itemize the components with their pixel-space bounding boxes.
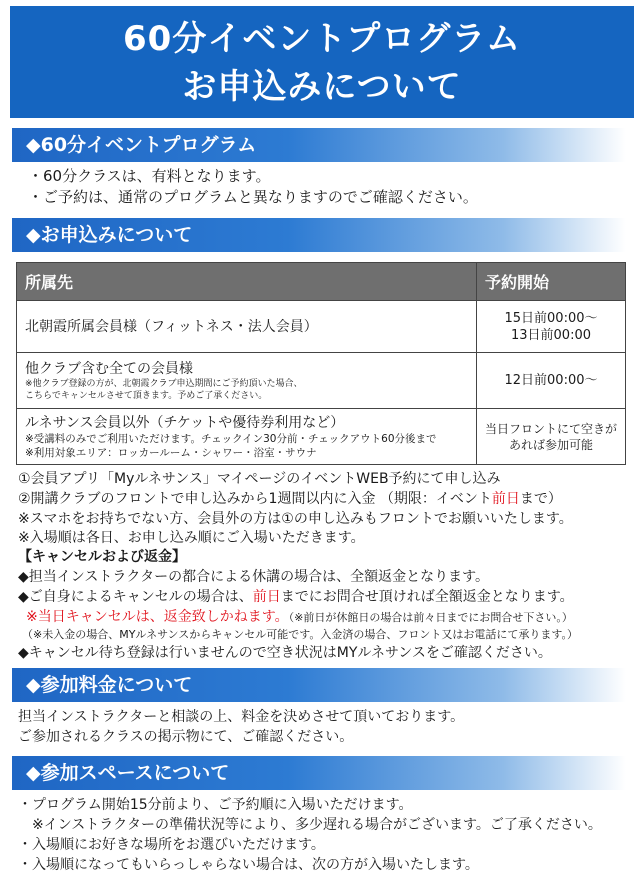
space-text-2: ※インストラクターの準備状況等により、多少遅れる場合がございます。ご了承ください。	[32, 817, 602, 833]
apply-note-3: ※スマホをお持ちでない方、会員外の方は①の申し込みもフロントでお願いいたします。	[18, 511, 573, 527]
table-header-row	[17, 263, 626, 301]
cancel-note-2-text: ◆ご自身によるキャンセルの場合は、	[18, 589, 253, 605]
fee-text-1: 担当インストラクターと相談の上、料金を決めさせて頂いております。	[18, 709, 465, 725]
row-start: 15日前00:00～	[504, 310, 598, 326]
cancel-note-3-red: ※当日キャンセルは、返金致しかねます。	[26, 609, 289, 625]
apply-note-2-end: まで）	[519, 491, 562, 507]
cancel-note-3-sub: （※前日が休館日の場合は前々日までにお問合せ下さい。）	[288, 611, 573, 624]
cancel-note-5: ◆キャンセル待ち登録は行いませんので空き状況はMYルネサンスをご確認ください。	[18, 645, 552, 661]
cancel-note-1: ◆担当インストラクターの都合による休講の場合は、全額返金となります。	[18, 569, 489, 585]
table-row	[17, 301, 626, 353]
schedule-table	[16, 262, 626, 465]
fee-text-2: ご参加されるクラスの掲示物にて、ご確認ください。	[18, 729, 354, 745]
row-label: 北朝霞所属会員様（フィットネス・法人会員）	[25, 318, 318, 335]
title-line-2: お申込みについて	[182, 67, 462, 107]
row-label: 他クラブ含む全ての会員様	[25, 360, 193, 377]
row-note: こちらでキャンセルさせて頂きます。予めご了承ください。	[25, 390, 268, 401]
col-affiliation: 所属先	[17, 263, 477, 301]
cancel-note-4: （※未入金の場合、MYルネサンスからキャンセル可能です。入金済の場合、フロント又はお電話にて承ります。）	[22, 628, 578, 641]
row-start: あれば参加可能	[508, 437, 593, 452]
row-label: ルネサンス会員以外（チケットや優待券利用など）	[25, 414, 345, 431]
apply-note-2-red: 前日	[491, 491, 520, 507]
row-note: ※利用対象エリア：ロッカールーム・シャワー・浴室・サウナ	[25, 446, 317, 459]
apply-note-4: ※入場順は各日、お申し込み順にご入場いただきます。	[18, 530, 365, 546]
table-row	[17, 409, 626, 465]
row-note: ※他クラブ登録の方が、北朝霞クラブ申込期間にご予約頂いた場合、	[25, 378, 303, 389]
space-text-1: ・プログラム開始15分前より、ご予約順に入場いただけます。	[18, 797, 413, 813]
apply-note-1: ①会員アプリ「Myルネサンス」マイページのイベントWEB予約にて申し込み	[18, 471, 501, 487]
title-banner	[10, 6, 634, 118]
title-line-1: 60分イベントプログラム	[123, 19, 521, 59]
section-header-apply: ◆お申込みについて	[12, 218, 626, 252]
cancel-note-2	[18, 588, 574, 606]
row-start: 12日前00:00～	[504, 373, 598, 388]
cancel-note-3	[26, 608, 573, 627]
program-text-1: ・60分クラスは、有料となります。	[28, 167, 271, 185]
space-text-3: ・入場順にお好きな場所をお選びいただけます。	[18, 837, 325, 853]
section-header-space: ◆参加スペースについて	[12, 756, 626, 790]
cancel-title: 【キャンセルおよび返金】	[18, 549, 186, 565]
cancel-note-2-end: までにお問合せ頂ければ全額返金となります。	[280, 589, 574, 605]
apply-note-2-text: ②開講クラブのフロントで申し込みから1週間以内に入金 （期限：イベント	[18, 491, 492, 507]
program-text-2: ・ご予約は、通常のプログラムと異なりますのでご確認ください。	[28, 188, 478, 206]
col-start: 予約開始	[477, 263, 626, 301]
cancel-note-2-red: 前日	[252, 589, 281, 605]
row-note: ※受講料のみでご利用いただけます。チェックイン30分前・チェックアウト60分後まで	[25, 432, 437, 445]
row-start: 13日前00:00	[510, 327, 591, 343]
apply-note-2	[18, 490, 562, 508]
section-header-fee: ◆参加料金について	[12, 668, 626, 702]
row-start: 当日フロントにて空きが	[484, 421, 617, 436]
section-header-program: ◆60分イベントプログラム	[12, 128, 626, 162]
table-row	[17, 353, 626, 409]
space-text-4: ・入場順になってもいらっしゃらない場合は、次の方が入場いたします。	[18, 857, 479, 873]
